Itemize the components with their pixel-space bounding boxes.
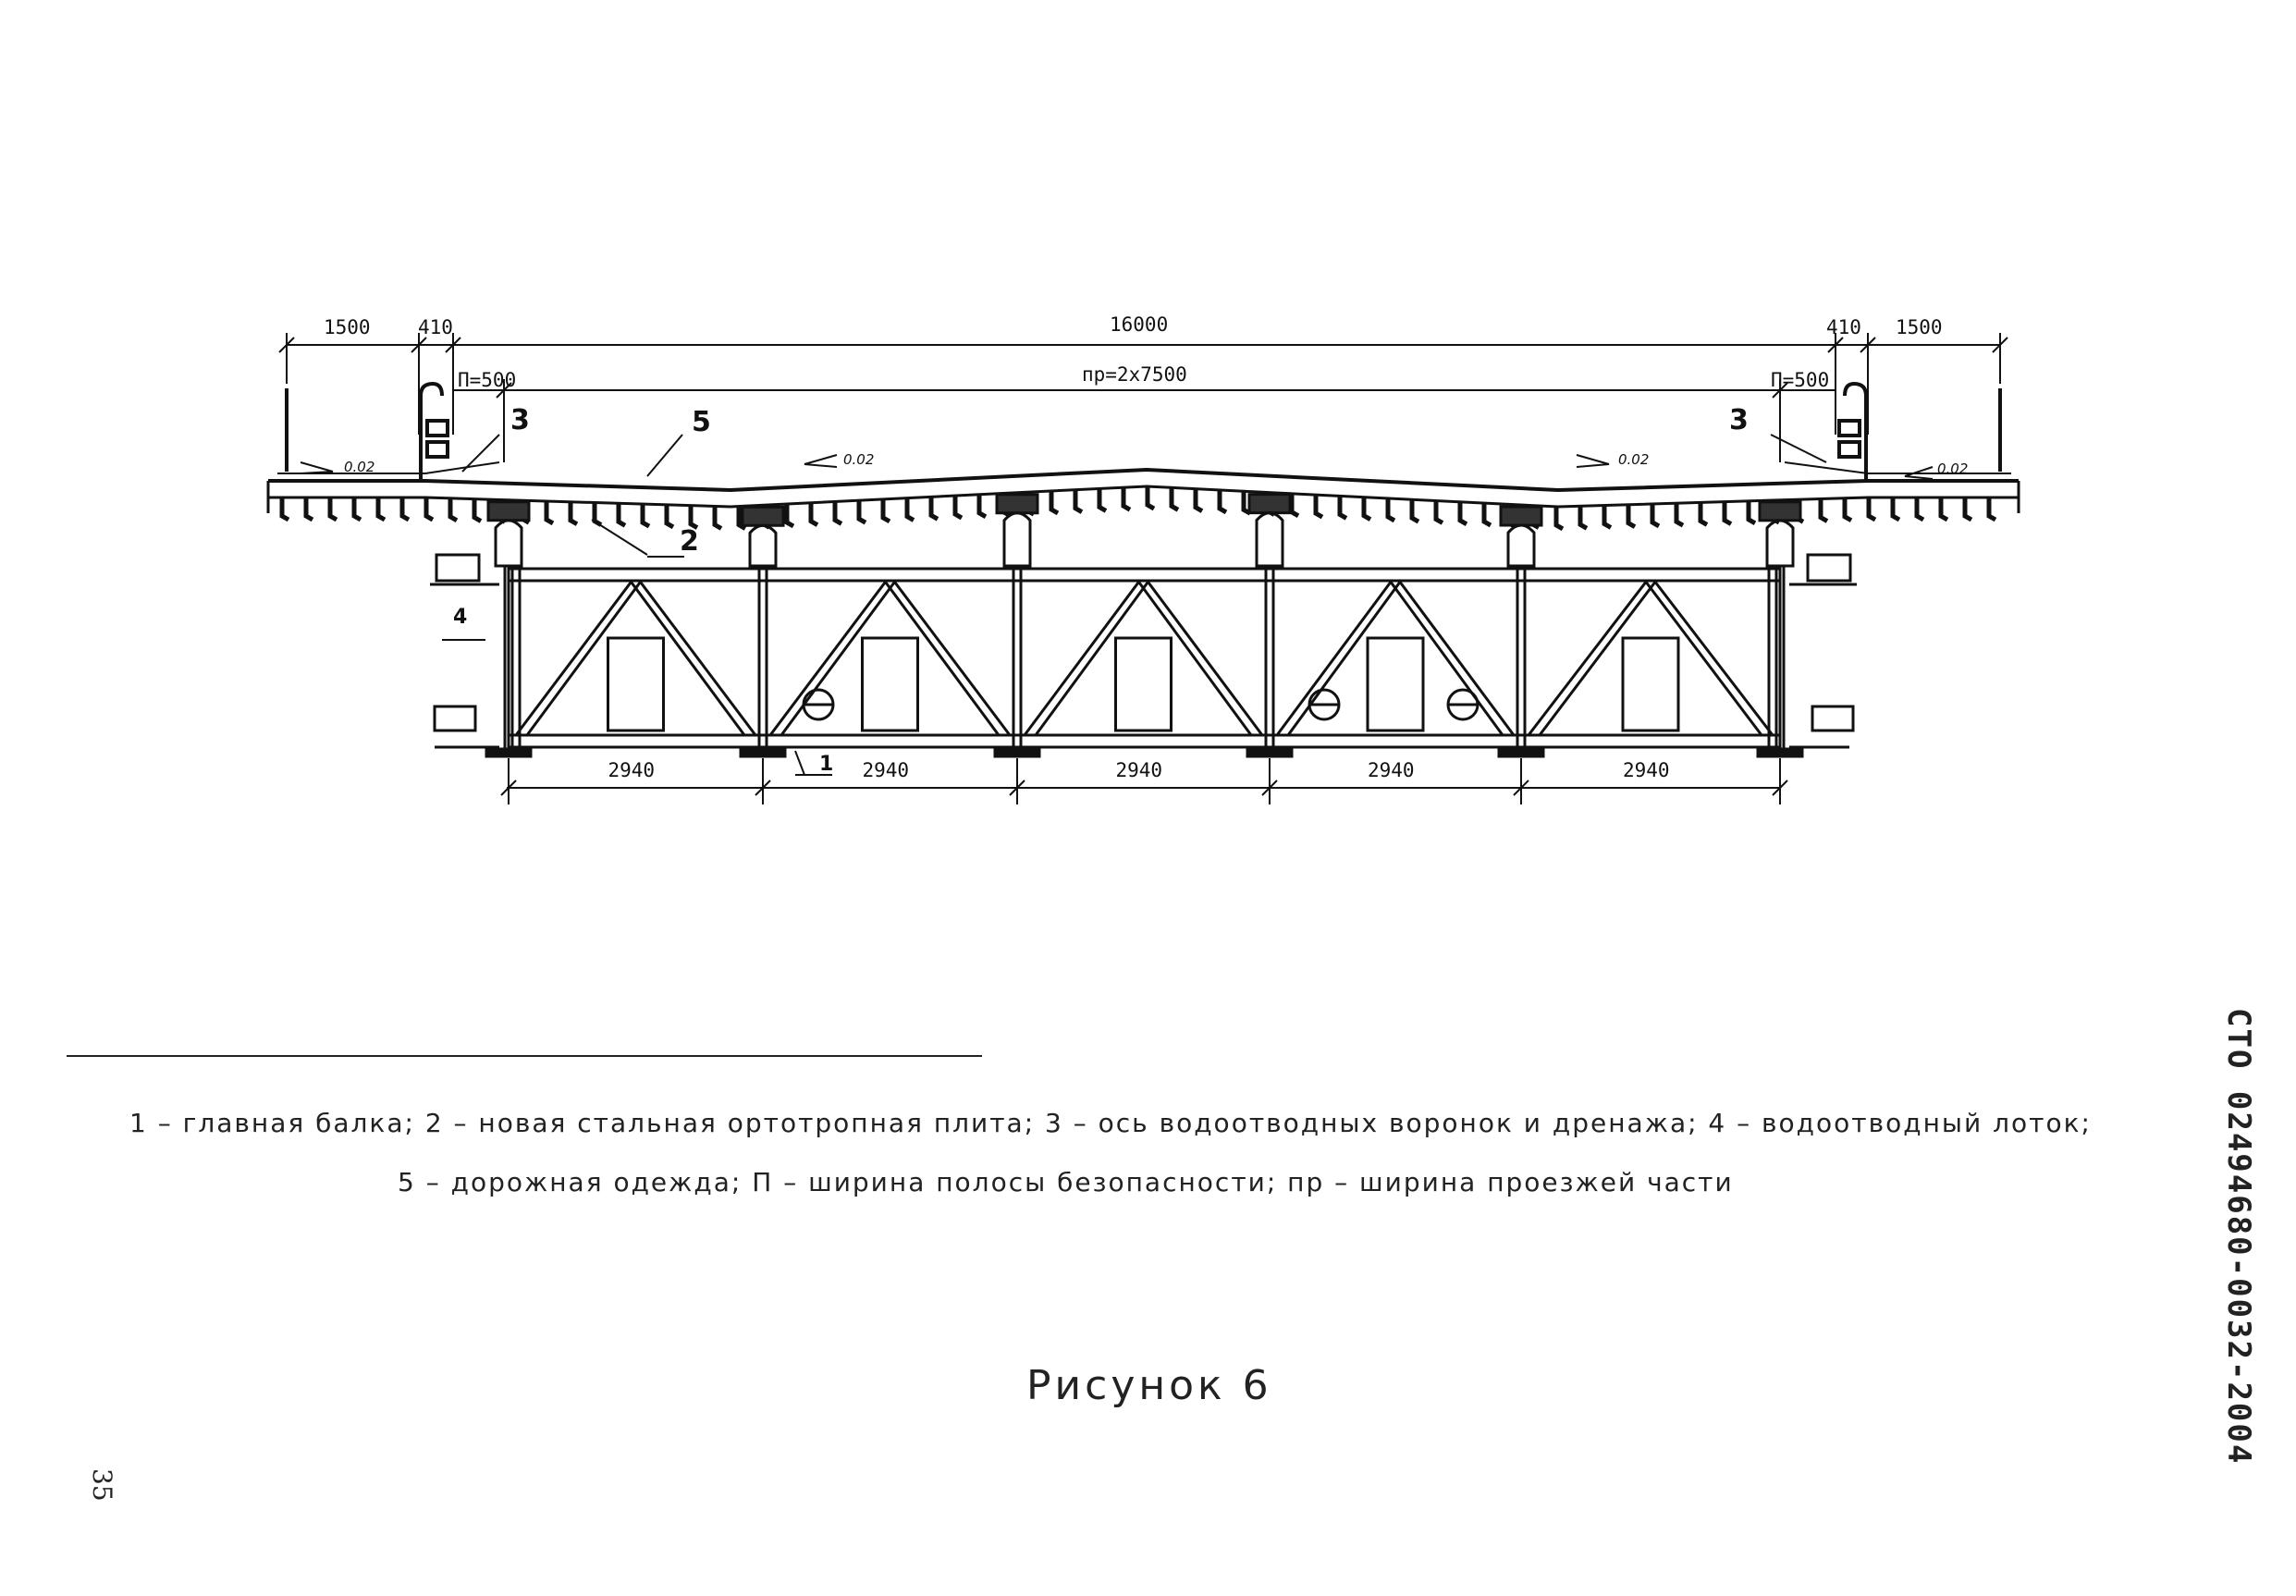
truss-diagonal <box>1036 581 1149 735</box>
bearing-stool <box>750 525 776 566</box>
carriageway-dimension <box>453 379 1836 462</box>
bottom-bearing-plate <box>486 749 531 756</box>
dim-left-sidewalk: 1500 <box>324 316 371 338</box>
deck-rib <box>1556 507 1563 529</box>
truss-diagonal <box>1138 581 1252 735</box>
panel-dimension-label: 2940 <box>1368 759 1415 781</box>
dim-carriageway: пр=2х7500 <box>1082 363 1187 386</box>
deck-rib <box>474 499 481 522</box>
panel-stiffener <box>1116 638 1172 730</box>
deck-rib <box>402 497 409 520</box>
truss-diagonal <box>1645 581 1762 735</box>
bearing-block <box>743 507 783 525</box>
truss-diagonal <box>781 581 896 735</box>
deck-rib <box>450 498 457 521</box>
deck-rib <box>1460 502 1467 524</box>
deck-rib <box>1220 490 1226 512</box>
bearing-stool <box>1767 521 1793 566</box>
callout-4: 4 <box>453 606 468 629</box>
legend-line-1: 1 – главная балка; 2 – новая стальная ортотропная плита; 3 – ось водоотводных воронок и дренажа; 4 – водоотводный лоток; <box>129 1108 2092 1138</box>
truss-diagonal <box>1399 581 1514 735</box>
truss-diagonal <box>885 581 1000 735</box>
truss-diagonal <box>894 581 1011 735</box>
deck-rib <box>1845 498 1851 521</box>
dim-left-safety: П=500 <box>458 369 517 391</box>
deck-rib <box>1340 496 1346 518</box>
deck-ribs <box>282 486 1995 529</box>
truss-diagonal <box>1540 581 1656 735</box>
figure-title: Рисунок 6 <box>1026 1362 1272 1409</box>
callout-3-right: 3 <box>1729 404 1749 436</box>
deck-rib <box>1364 497 1370 520</box>
deck-rib <box>1075 490 1082 512</box>
deck-rib <box>931 497 938 519</box>
dim-right-offset: 410 <box>1826 316 1861 338</box>
deck-rib <box>811 503 817 525</box>
truss-diagonal <box>1148 581 1263 735</box>
dim-total-width: 16000 <box>1110 313 1169 336</box>
panel-stiffener <box>608 638 664 730</box>
truss-diagonal <box>1288 581 1401 735</box>
deck-rib <box>1869 497 1875 520</box>
dim-left-offset: 410 <box>418 316 453 338</box>
panel-stiffener <box>1368 638 1423 730</box>
deck-rib <box>1701 502 1707 524</box>
bearing-block <box>1501 507 1541 525</box>
panel-stiffener <box>863 638 918 730</box>
deck-rib <box>1749 501 1755 523</box>
bottom-bearing-plate <box>995 749 1039 756</box>
deck-rib <box>955 496 962 518</box>
bearing-stool <box>496 521 522 566</box>
callout-1: 1 <box>819 753 834 776</box>
deck-rib <box>1676 503 1683 525</box>
deck-rib <box>643 504 649 526</box>
slope-label-1: 0.02 <box>344 459 375 475</box>
deck-rib <box>979 495 986 517</box>
truss-diagonal <box>516 581 632 735</box>
deck-rib <box>883 499 890 522</box>
deck-rib <box>546 501 553 523</box>
deck-rib <box>715 506 721 528</box>
deck-rib <box>1893 497 1899 520</box>
deck-rib <box>1604 506 1611 528</box>
panel-stiffener <box>1623 638 1678 730</box>
deck-rib <box>426 497 433 520</box>
deck-rib <box>859 500 866 522</box>
truss-diagonal <box>1654 581 1773 735</box>
deck-rib <box>1628 505 1635 527</box>
deck-rib <box>1580 506 1587 528</box>
deck-rib <box>330 497 337 520</box>
callout-3-left: 3 <box>510 404 530 436</box>
callout-2: 2 <box>680 525 699 558</box>
panel-dimension-label: 2940 <box>1115 759 1163 781</box>
deck-rib <box>1196 489 1202 511</box>
deck-rib <box>787 504 793 526</box>
deck-rib <box>1436 501 1443 523</box>
panel-dimension-label: 2940 <box>608 759 656 781</box>
deck-rib <box>1316 495 1322 517</box>
legend-line-2: 5 – дорожная одежда; П – ширина полосы безопасности; пр – ширина проезжей части <box>398 1167 1734 1197</box>
truss-diagonal <box>631 581 745 735</box>
deck-rib <box>1965 497 1971 520</box>
slope-marks <box>301 455 1933 479</box>
deck-rib <box>619 503 625 525</box>
deck-rib <box>1484 503 1491 525</box>
slope-label-3: 0.02 <box>1618 451 1650 468</box>
truss-diagonal <box>527 581 642 735</box>
truss-diagonal <box>640 581 756 735</box>
deck-rib <box>1412 499 1418 522</box>
panel-dimension-labels <box>608 759 1670 781</box>
deck-rib <box>1725 502 1731 524</box>
deck-rib <box>1172 487 1178 509</box>
drain-pipes <box>804 690 1478 719</box>
bearing-stool <box>1508 525 1534 566</box>
deck-rib <box>1148 486 1154 509</box>
document-code: СТО 02494680-0032-2004 <box>2220 1008 2257 1466</box>
dim-right-sidewalk: 1500 <box>1896 316 1943 338</box>
deck-rib <box>1821 499 1827 522</box>
deck-rib <box>1388 498 1394 521</box>
bottom-bearing-plate <box>1758 749 1802 756</box>
bottom-bearing-plate <box>741 749 785 756</box>
deck-rib <box>354 497 361 520</box>
deck-rib <box>282 497 289 520</box>
deck-rib <box>835 501 841 523</box>
bottom-bearing-plate <box>1499 749 1543 756</box>
deck-rib <box>1099 488 1106 510</box>
drain-trays <box>430 555 1857 747</box>
deck-rib <box>306 497 313 520</box>
deck-rib <box>1051 491 1058 513</box>
bearing-block <box>488 502 529 521</box>
slope-label-4: 0.02 <box>1937 460 1969 477</box>
deck-rib <box>1989 497 1995 520</box>
bearing-stool <box>1004 513 1030 566</box>
deck-rib <box>1917 497 1923 520</box>
truss-diagonal <box>1277 581 1392 735</box>
deck-rib <box>907 498 914 521</box>
caption-separator-rule <box>67 1055 982 1057</box>
deck-rib <box>1941 497 1947 520</box>
deck-rib <box>1292 494 1298 516</box>
truss-diagonal <box>770 581 887 735</box>
deck-plate <box>268 462 2019 513</box>
bearing-block <box>1760 502 1800 521</box>
bearing-block <box>997 495 1037 513</box>
callout-5: 5 <box>692 406 711 438</box>
deck-rib <box>1123 487 1130 509</box>
truss-posts-and-diagonals <box>505 566 1784 749</box>
deck-rib <box>667 505 673 527</box>
deck-rib <box>1652 504 1659 526</box>
deck-rib <box>378 497 385 520</box>
truss-diagonal <box>1529 581 1647 735</box>
truss-diagonal <box>1025 581 1140 735</box>
bearing-block <box>1249 495 1290 513</box>
bearing-stool <box>1257 513 1283 566</box>
truss-diagonal <box>1390 581 1503 735</box>
panel-dimension-label: 2940 <box>862 759 910 781</box>
dim-right-safety: П=500 <box>1771 369 1830 391</box>
deck-rib <box>571 502 577 524</box>
page-number: 35 <box>87 1468 117 1502</box>
bottom-bearing-plate <box>1247 749 1292 756</box>
slope-label-2: 0.02 <box>843 451 875 468</box>
panel-dimension-label: 2940 <box>1623 759 1670 781</box>
